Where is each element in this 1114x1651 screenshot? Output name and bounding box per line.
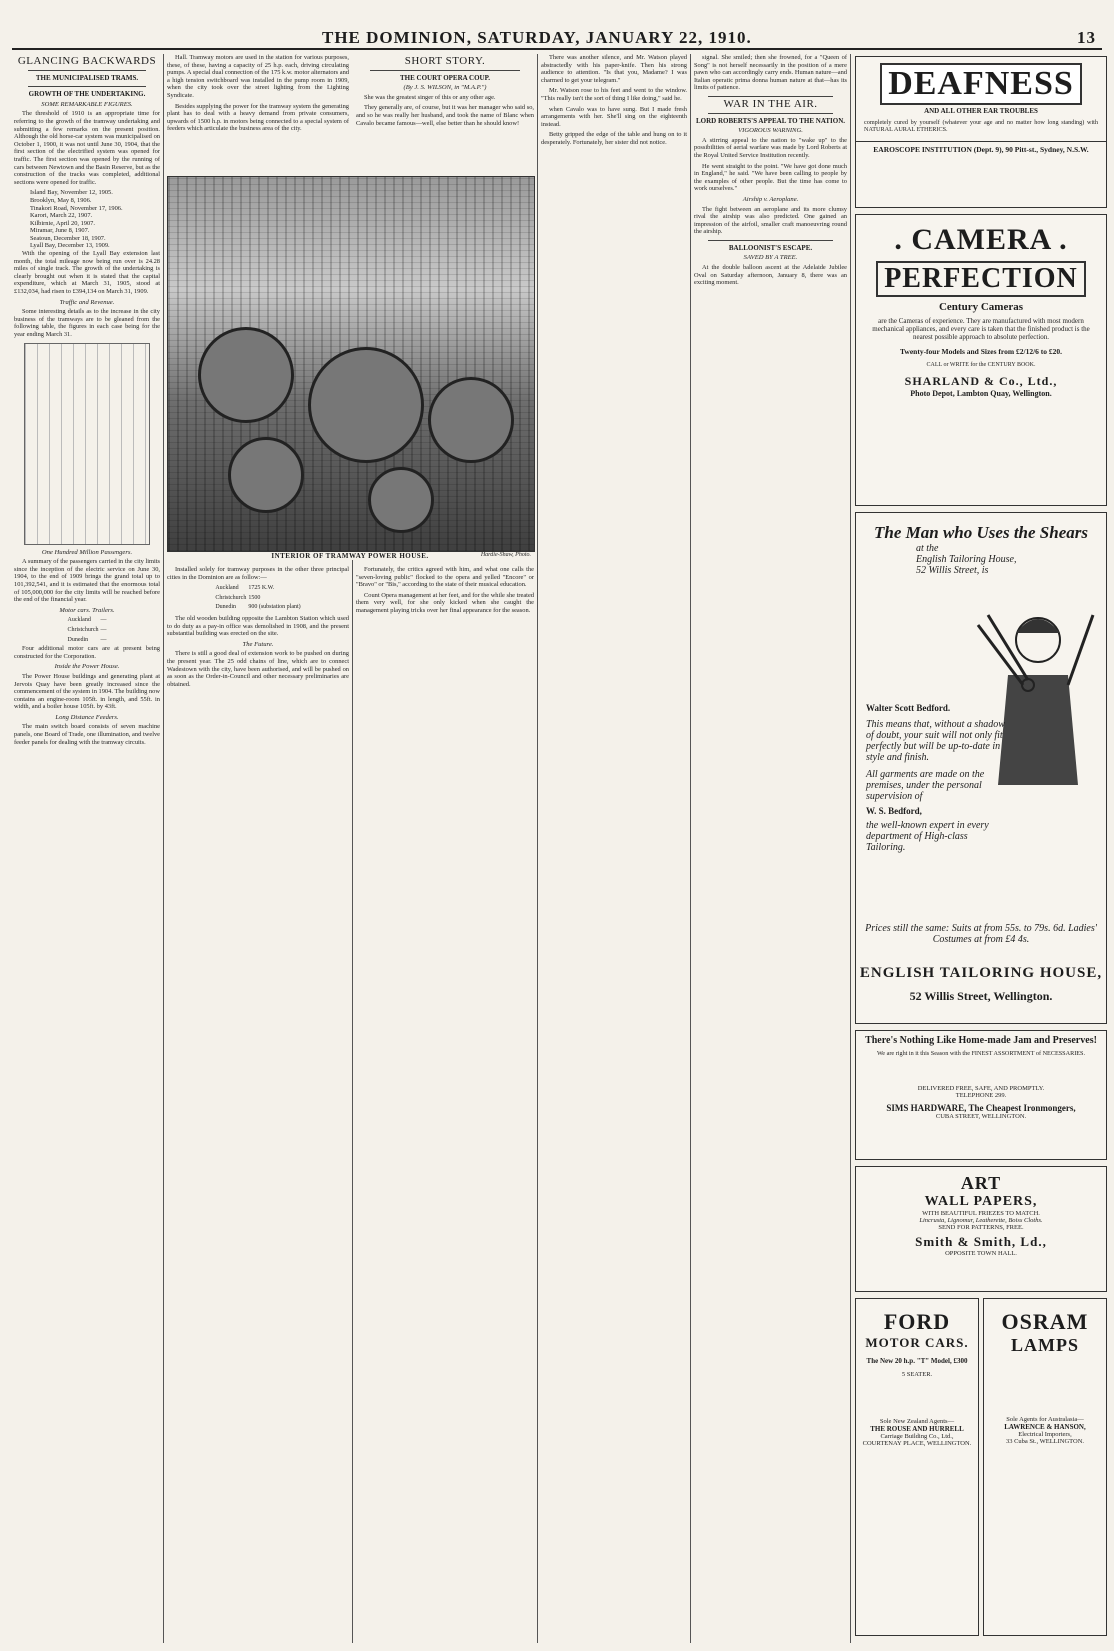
ad-firm: ENGLISH TAILORING HOUSE, (859, 965, 1103, 981)
ad-name: Walter Scott Bedford. (866, 703, 951, 713)
article-heading: SHORT STORY. (404, 55, 486, 67)
column-rule (690, 54, 691, 1643)
ad-text: Carriage Building Co., Ltd., (880, 1433, 954, 1440)
ad-firm: Smith & Smith, Ld., (915, 1234, 1047, 1249)
paragraph: Hall. Tramway motors are used in the station for various purposes, these, of these, having a capacity of 25 h.p. each, driving circulating pumps. A special dual connection of the 175 k.w. motor alternators and a high tension switchboard was installed in the pump room in 1909, when the city took over the street lighting from the Lighting Syndicate. (167, 54, 349, 99)
subhead: Inside the Power House. (54, 663, 120, 671)
paragraph: A stirring appeal to the nation to "wake up" to the possibilities of aerial warfare was made by Lord Roberts at the Royal United Service Institution recently. (694, 136, 847, 159)
paragraph: There is still a good deal of extension work to be pushed on during the present year. The 25 odd chains of line, which are to connect Wadestown with the city, have been authorised, and will be pushed on as soon as the Order-in-Council and other necessary preliminaries are obtained. (167, 650, 349, 688)
ad-text: Electrical Importers, (1018, 1431, 1072, 1438)
article-heading: GLANCING BACKWARDS (17, 55, 157, 67)
ad-text: SEND FOR PATTERNS, FREE. (938, 1224, 1024, 1231)
ad-address: Photo Depot, Lambton Quay, Wellington. (910, 389, 1052, 398)
table-row: Dunedin — (67, 636, 107, 643)
paragraph: The threshold of 1910 is an appropriate time for referring to the growth of the tramway undertaking and submitting a few remarks on the present position. Although the old horse-car system was municipalised on October 1, 1900, it was not until June 30, 1904, that the first section of the electrified system was opened for traffic. The first section was opened by the running of cars between Newtown and the Basin Reserve, but as the construction of the tracks was completed, additional sections were opened for traffic. (14, 110, 160, 186)
photo-credit: Hardie-Shaw, Photo. (480, 552, 531, 558)
subhead: LORD ROBERTS'S APPEAL TO THE NATION. (696, 116, 845, 125)
ad-firm: SHARLAND & Co., Ltd., (904, 374, 1058, 388)
article-heading: WAR IN THE AIR. (723, 97, 818, 110)
opening-dates-list (14, 189, 160, 250)
subhead: BALLOONIST'S ESCAPE. (728, 243, 813, 252)
ad-title: LAMPS (1011, 1335, 1079, 1355)
subhead: VIGOROUS WARNING. (738, 127, 803, 135)
paragraph: The main switch board consists of seven machine panels, one Board of Trade, one illumination, and twelve feeder panels for dealing with the tramway circuits. (14, 723, 160, 746)
ad-text: 52 Willis Street, is (916, 565, 989, 576)
paragraph: A summary of the passengers carried in the city limits since the inception of the electric service on June 30, 1904, to the end of 1909 brings the grand total up to 101,392,541, and it is estimated that the enormous total of 105,000,000 for the city limits will be reached before the end of the financial year. (14, 558, 160, 604)
page-number: 13 (1077, 28, 1096, 47)
paragraph: Some interesting details as to the increase in the city business of the tramways are to be gleaned from the following table, the figures in each case being for the year ending March 31. (14, 308, 160, 338)
paragraph: At the double balloon ascent at the Adelaide Jubilee Oval on Saturday afternoon, January 8, there was an exciting moment. (694, 264, 847, 287)
paragraph: Installed solely for tramway purposes in the other three principal cities in the Dominion are as follow:— (167, 566, 349, 581)
plant-table (214, 584, 301, 613)
ad-models: Twenty-four Models and Sizes from £2/12/6 to £20. (899, 347, 1063, 356)
ad-ford (855, 1298, 979, 1636)
article-tramways-continued (167, 566, 349, 1639)
ad-address: OPPOSITE TOWN HALL. (945, 1250, 1017, 1257)
paragraph: He went straight to the point. "We have got done much in England," he said. "We have been calling to people by the examples of other people. But the time has come to work ourselves." (694, 162, 847, 193)
subhead: Long Distance Feeders. (55, 713, 119, 721)
ad-firm: THE ROUSE AND HURRELL (870, 1425, 964, 1433)
subhead: SAVED BY A TREE. (743, 254, 798, 262)
paragraph: There was another silence, and Mr. Watson played abstractedly with his paper-knife. Then his strong audience to attention. "Is that you, Madame? I was charmed to get your telegram." (541, 54, 687, 84)
masthead (12, 28, 1102, 50)
list-item: Seatoun, December 18, 1907. (30, 234, 106, 242)
paragraph: She was the greatest singer of this or any other age. (364, 93, 496, 101)
ad-text: This means that, without a shadow of doubt, your suit will not only fit perfectly but will be up-to-date in style and finish. (866, 719, 1005, 763)
ad-title: There's Nothing Like Home-made Jam and Preserves! (865, 1035, 1097, 1046)
paragraph: when Cavalo was to have sung. But I made fresh arrangements with her. She'll sing on the eighteenth instead. (541, 105, 687, 128)
ad-address: COURTENAY PLACE, WELLINGTON. (862, 1440, 972, 1447)
table-row: Auckland — (67, 617, 107, 624)
ad-text: the well-known expert in every department of High-class Tailoring. (866, 820, 989, 853)
ad-subtitle: WITH BEAUTIFUL FRIEZES TO MATCH. (922, 1210, 1040, 1217)
caption-text: INTERIOR OF TRAMWAY POWER HOUSE. (271, 552, 429, 560)
paragraph: Mr. Watson rose to his feet and went to the window. "This really isn't the sort of thing I like doing," said he. (541, 87, 687, 102)
paragraph: With the opening of the Lyall Bay extension last month, the total mileage now being run over is 24.28 miles of single track. The growth of the undertaking is clearly brought out when it is stated that the capital expenditure, which at March 31, 1905, stood at £132,034, had risen to £394,134 on March 31, 1909. (14, 250, 160, 296)
paragraph: Betty gripped the edge of the table and hung on to it desperately. Fortunately, her sister did not notice. (541, 131, 687, 146)
list-item: Brooklyn, May 8, 1906. (30, 196, 92, 204)
paragraph: signal. She smiled; then she frowned, for a "Queen of Song" is not herself necessarily in the position of a mere pawn who can accordingly carry ends. Human nature—and Italian operatic prima donna human nature at that—has its limits of patience. (694, 54, 847, 92)
ad-title: . CAMERA . (894, 223, 1068, 256)
subhead: THE MUNICIPALISED TRAMS. (35, 73, 139, 82)
table-row: Auckland 1725 K.W. (215, 585, 275, 592)
paragraph: Fortunately, the critics agreed with him, and what one calls the "seven-loving public" flocked to the opera and yelled "Encore" or "Bravo" or "Bis," according to the state of their musical education. (356, 566, 534, 589)
ad-call: CALL or WRITE for the CENTURY BOOK. (926, 362, 1036, 368)
paragraph: The old wooden building opposite the Lambton Station which used to do duty as a pay-in office was demolished in 1908, and the present substantial building was erected on the site. (167, 614, 349, 638)
traffic-table (24, 343, 150, 545)
ad-text: are the Cameras of experience. They are manufactured with most modern mechanical appliances, and every care is taken that the finished product is the nearest possible approach to absolute perfection. (872, 317, 1090, 341)
list-item: Miramar, June 8, 1907. (30, 227, 90, 235)
ad-text: The New 20 h.p. "T" Model, £300 (866, 1357, 968, 1365)
list-item: Lyall Bay, December 13, 1909. (30, 242, 110, 250)
article-glancing-backwards (14, 54, 160, 1639)
list-item: Island Bay, November 12, 1905. (30, 189, 113, 197)
ad-text: at the (916, 543, 939, 554)
paragraph: The Power House buildings and generating plant at Jervois Quay have been greatly increased since the commencement of the system in 1904. The building now contains an engine-room 105ft. in length, and 55ft. in width, and a boiler house 105ft. by 43ft. (14, 672, 160, 711)
column-rule (352, 560, 353, 1643)
article-short-story (356, 54, 534, 172)
article-continuation (167, 54, 349, 172)
subhead: Traffic and Revenue. (59, 298, 115, 306)
ad-wall-papers (855, 1166, 1107, 1292)
ad-prices: Prices still the same: Suits at from 55s. to 79s. 6d. Ladies' Costumes at from £4 4s. (865, 923, 1097, 945)
article-short-story-continued-2 (541, 54, 687, 1639)
ad-text: Sole New Zealand Agents— (879, 1418, 955, 1425)
column-war-in-the-air (694, 54, 847, 1639)
paragraph: They generally are, of course, but it was her manager who said so, and so he was really her husband, and took the name of Blanc when Cavalo became famous—well, else better than he should know! (356, 104, 534, 127)
subhead: One Hundred Million Passengers. (41, 548, 133, 556)
ad-subtitle: Century Cameras (938, 301, 1023, 313)
ad-text: completely cured by yourself (whatever your age and no matter how long standing) with NATURAL AURAL ETHERICS. (864, 119, 1098, 133)
ad-text: Sole Agents for Australasia— (1006, 1416, 1084, 1423)
ad-title: MOTOR CARS. (865, 1335, 969, 1350)
column-rule (850, 54, 851, 1643)
ad-text: All garments are made on the premises, under the personal supervision of (866, 769, 985, 802)
table-row: Christchurch 1500 (215, 594, 261, 601)
byline: (By J. S. WILSON, in "M.A.P.") (403, 84, 487, 92)
article-short-story-continued (356, 566, 534, 1639)
ad-title: The Man who Uses the Shears (874, 523, 1088, 542)
ad-text: 5 SEATER. (901, 1371, 933, 1378)
paragraph: Count Opera management at her feet, and for the while she treated them very well, for she only kicked when she caught the management playing tricks over her final appearance for the season. (356, 591, 534, 614)
ad-title: PERFECTION (876, 261, 1086, 297)
motor-cars-table (67, 616, 108, 645)
list-item: Tinakori Road, November 17, 1906. (30, 204, 123, 212)
ad-text: English Tailoring House, (916, 554, 1017, 565)
power-house-photograph (167, 176, 535, 552)
ad-title: ART (960, 1173, 1002, 1193)
subhead: The Future. (242, 640, 274, 648)
ad-title: DEAFNESS (880, 63, 1082, 105)
ad-text: DELIVERED FREE, SAFE, AND PROMPTLY. (917, 1085, 1045, 1092)
ad-firm: LAWRENCE & HANSON, (1004, 1423, 1086, 1431)
ad-osram (983, 1298, 1107, 1636)
ad-sims-hardware (855, 1030, 1107, 1160)
paragraph: The fight between an aeroplane and its more clumsy rival the airship was also predicted. One gained an impression of the airfoil, smaller craft manoeuvring round the airship. (694, 205, 847, 236)
ad-firm: SIMS HARDWARE, The Cheapest Ironmongers, (886, 1103, 1076, 1113)
subhead: GROWTH OF THE UNDERTAKING. (28, 90, 146, 99)
newspaper-title: THE DOMINION, SATURDAY, JANUARY 22, 1910. (322, 28, 752, 47)
photo-caption (167, 552, 533, 560)
ad-title: WALL PAPERS, (924, 1194, 1038, 1209)
ad-footer: EAROSCOPE INSTITUTION (Dept. 9), 90 Pitt-st., Sydney, N.S.W. (856, 141, 1106, 154)
ad-tailoring (855, 512, 1107, 1024)
paragraph: Besides supplying the power for the tramway system the generating plant has to deal with a heavy demand from private consumers, upwards of 1500 h.p. in motors being connected to a special system of feeders which articulate the business area of the city. (167, 102, 349, 133)
subhead: THE COURT OPERA COUP. (400, 73, 490, 82)
column-rule (163, 54, 164, 1643)
ad-text: We are right in it this Season with the FINEST ASSORTMENT of NECESSARIES. (876, 1050, 1086, 1057)
subhead: Airship v. Aeroplane. (742, 195, 799, 203)
ad-camera (855, 214, 1107, 506)
list-item: Karori, March 22, 1907. (30, 212, 93, 220)
subhead: SOME REMARKABLE FIGURES. (41, 100, 133, 108)
subhead: Motor cars. Trailers. (59, 606, 115, 614)
table-row: Dunedin 900 (substation plant) (215, 604, 301, 611)
ad-address: 33 Cuba St., WELLINGTON. (1005, 1438, 1085, 1445)
ad-text: TELEPHONE 299. (955, 1092, 1007, 1099)
ad-deafness (855, 56, 1107, 208)
list-item: Kilbirnie, April 20, 1907. (30, 219, 95, 227)
table-row: Christchurch — (67, 626, 107, 633)
column-rule (537, 54, 538, 1643)
ad-address: 52 Willis Street, Wellington. (909, 989, 1053, 1003)
ad-subtitle: AND ALL OTHER EAR TROUBLES (924, 107, 1038, 115)
ad-name: W. S. Bedford, (866, 806, 922, 816)
ad-title: OSRAM (1001, 1309, 1089, 1334)
paragraph: Four additional motor cars are at present being constructed for the Corporation. (14, 645, 160, 660)
ad-title: FORD (883, 1309, 951, 1334)
ad-text: Lincrusta, Lignomur, Leatherette, Boiss Cloths. (919, 1217, 1043, 1224)
ad-address: CUBA STREET, WELLINGTON. (935, 1113, 1027, 1120)
